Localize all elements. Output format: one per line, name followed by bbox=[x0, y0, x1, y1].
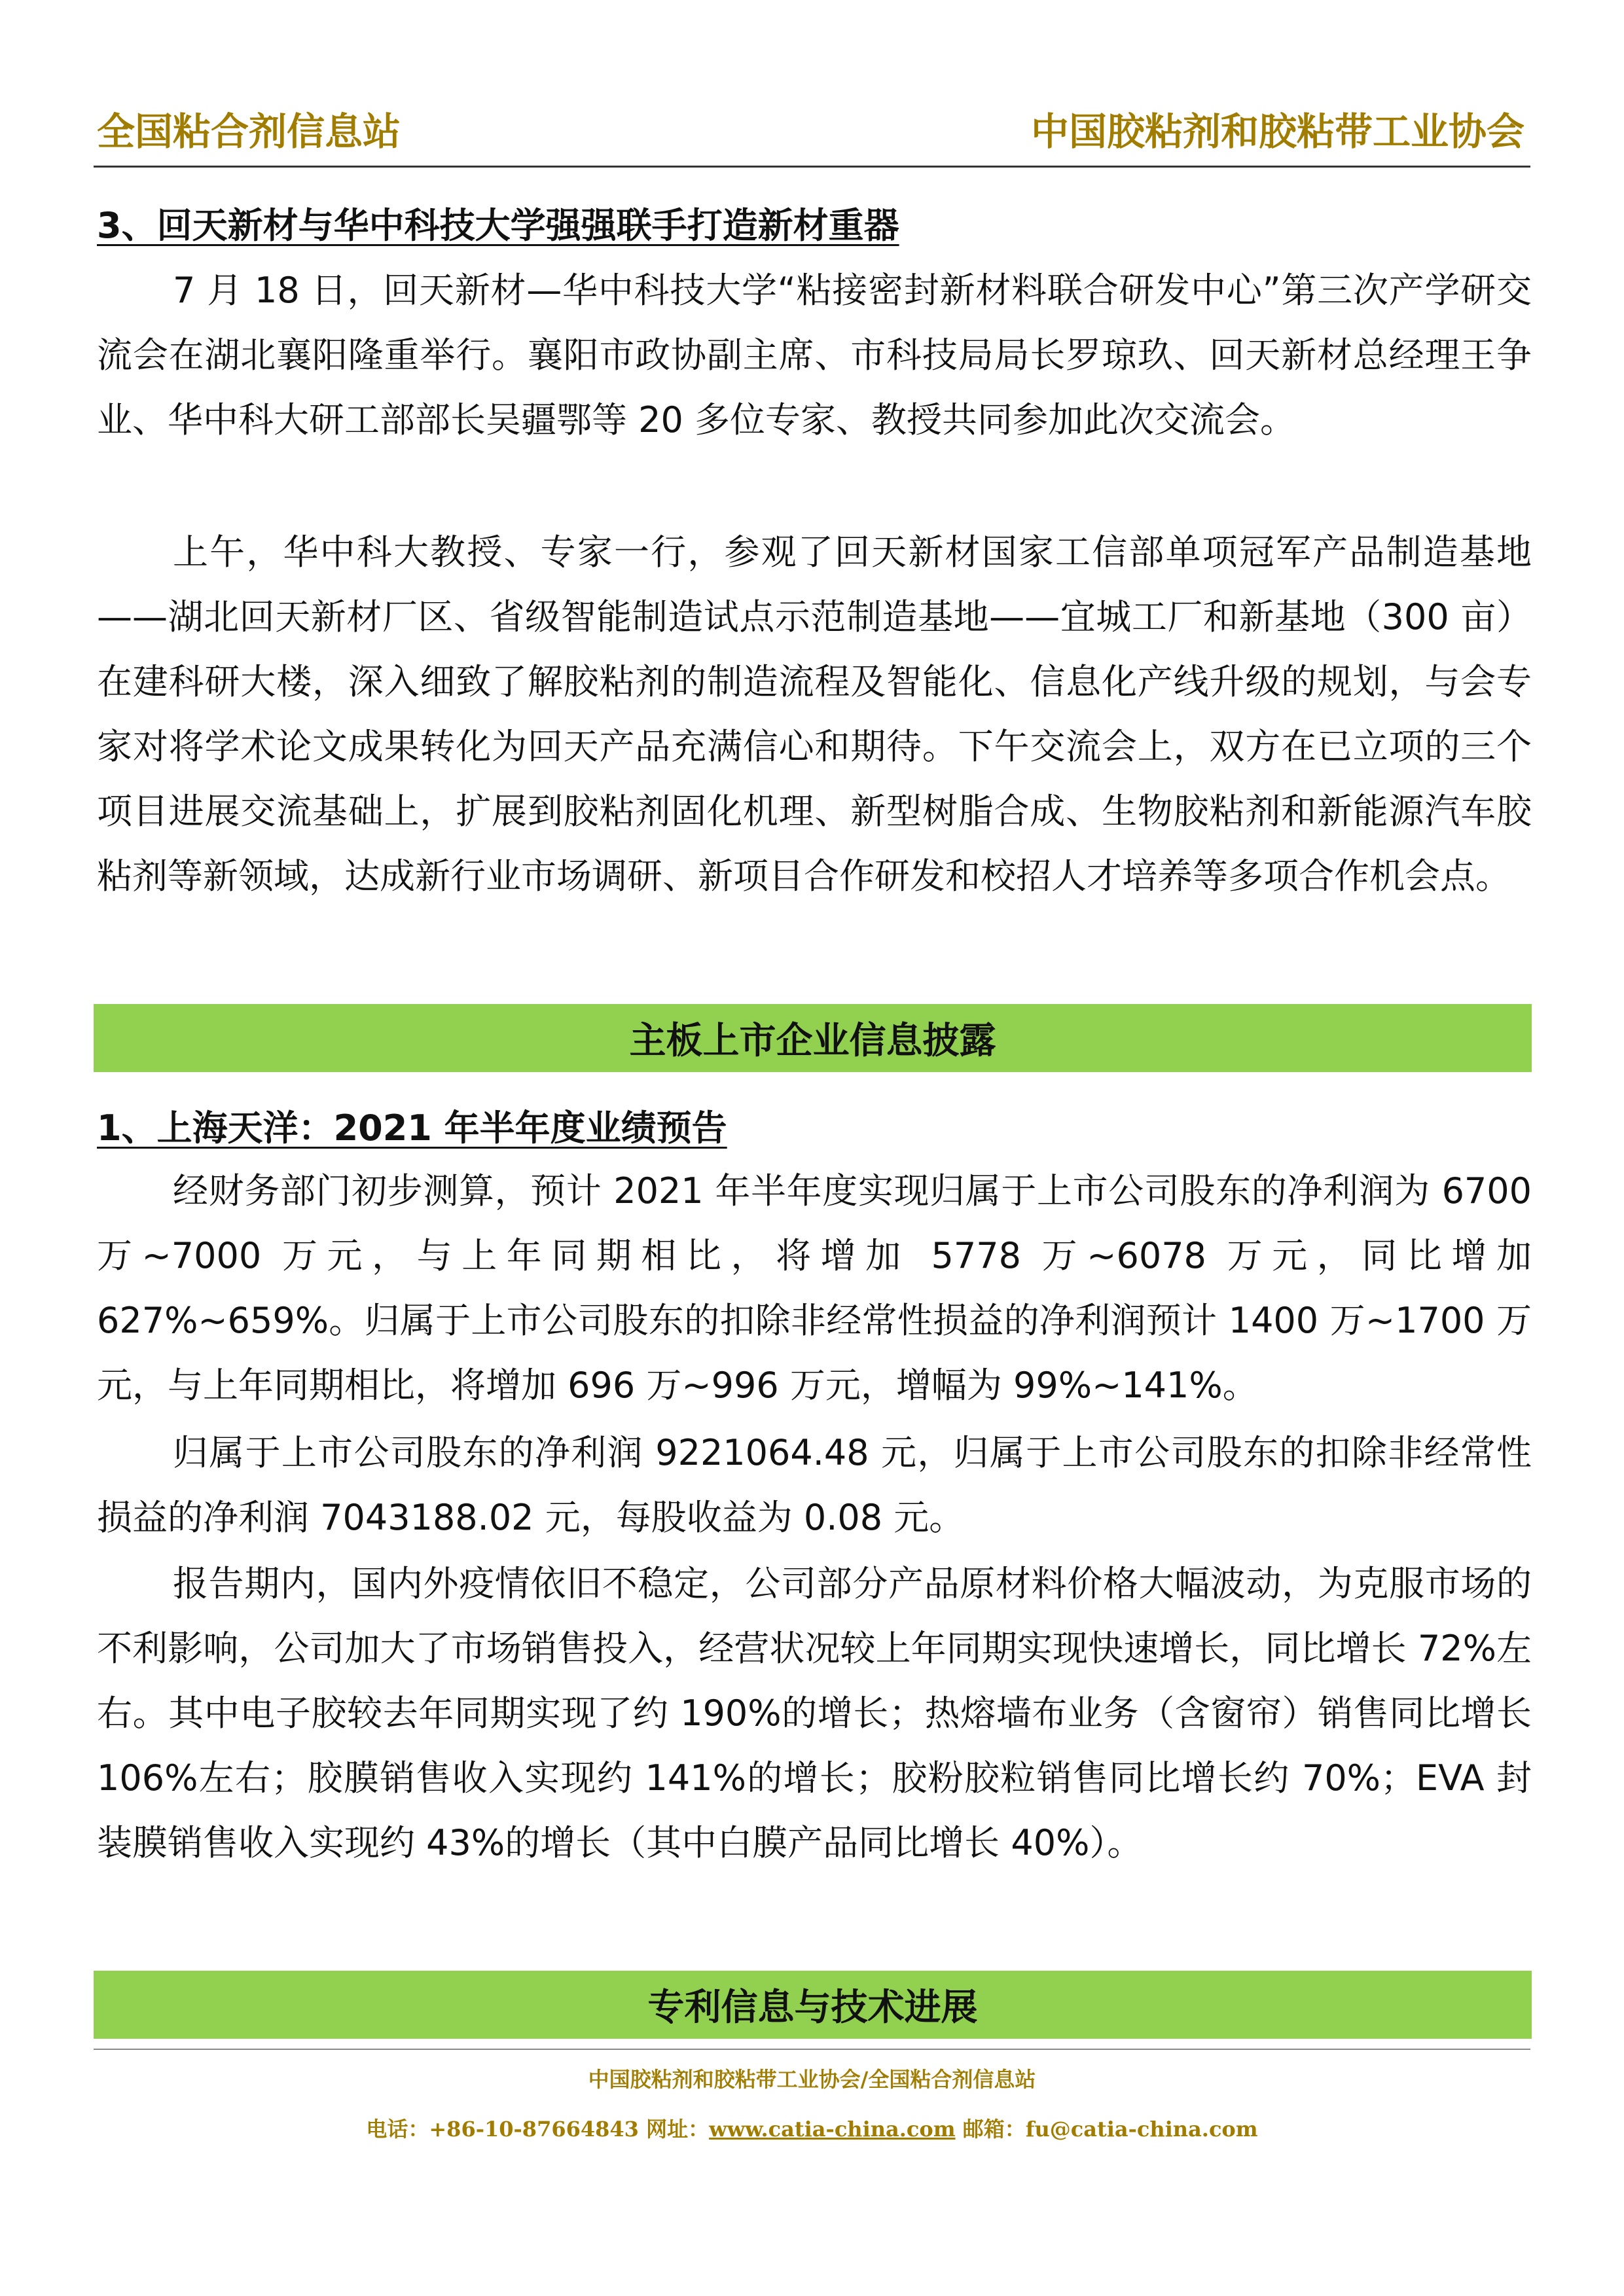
article-3-paragraph-1: 7 月 18 日，回天新材—华中科技大学“粘接密封新材料联合研发中心”第三次产学研交流会在湖北襄阳隆重举行。襄阳市政协副主席、市科技局局长罗琼玖、回天新材总经理王争业、华中科大研工部部长吴疆鄂等 20 多位专家、教授共同参加此次交流会。 bbox=[97, 270, 1532, 440]
article-1-title: 1、上海天洋：2021 年半年度业绩预告 bbox=[97, 1107, 727, 1149]
footer-phone: 电话：+86-10-87664843 网址： bbox=[366, 2117, 710, 2142]
article-3-title: 3、回天新材与华中科技大学强强联手打造新材重器 bbox=[97, 205, 899, 246]
header-right-title: 中国胶粘剂和胶粘带工业协会 bbox=[1030, 109, 1525, 154]
article-1-paragraph-1: 经财务部门初步测算，预计 2021 年半年度实现归属于上市公司股东的净利润为 6700 万~7000 万元，与上年同期相比，将增加 5778 万~6078 万元，同比增加 627%~659%。归属于上市公司股东的扣除非经常性损益的净利润预计 1400 万~1700 万元，与上年同期相比，将增加 696 万~996 万元，增幅为 99%~141%。 bbox=[97, 1170, 1532, 1406]
footer-website-link[interactable]: www.catia-china.com bbox=[709, 2117, 956, 2142]
footer-contact bbox=[0, 2113, 1624, 2143]
section-banner-main-board: 主板上市企业信息披露 bbox=[94, 1004, 1532, 1072]
article-1-paragraph-2: 归属于上市公司股东的净利润 9221064.48 元，归属于上市公司股东的扣除非经常性损益的净利润 7043188.02 元，每股收益为 0.08 元。 bbox=[97, 1432, 1532, 1538]
footer-organization: 中国胶粘剂和胶粘带工业协会/全国粘合剂信息站 bbox=[588, 2067, 1036, 2092]
footer-divider bbox=[94, 2049, 1530, 2050]
article-1-paragraph-3: 报告期内，国内外疫情依旧不稳定，公司部分产品原材料价格大幅波动，为克服市场的不利影响，公司加大了市场销售投入，经营状况较上年同期实现快速增长，同比增长 72%左右。其中电子胶较去年同期实现了约 190%的增长；热熔墙布业务（含窗帘）销售同比增长 106%左右；胶膜销售收入实现约 141%的增长；胶粉胶粒销售同比增长约 70%；EVA 封装膜销售收入实现约 43%的增长（其中白膜产品同比增长 40%）。 bbox=[97, 1563, 1532, 1863]
header-divider bbox=[94, 166, 1530, 168]
section-banner-patent: 专利信息与技术进展 bbox=[94, 1971, 1532, 2039]
article-3-paragraph-2: 上午，华中科大教授、专家一行，参观了回天新材国家工信部单项冠军产品制造基地——湖北回天新材厂区、省级智能制造试点示范制造基地——宜城工厂和新基地（300 亩）在建科研大楼，深入细致了解胶粘剂的制造流程及智能化、信息化产线升级的规划，与会专家对将学术论文成果转化为回天产品充满信心和期待。下午交流会上，双方在已立项的三个项目进展交流基础上，扩展到胶粘剂固化机理、新型树脂合成、生物胶粘剂和新能源汽车胶粘剂等新领域，达成新行业市场调研、新项目合作研发和校招人才培养等多项合作机会点。 bbox=[97, 531, 1532, 897]
footer-email: 邮箱：fu@catia-china.com bbox=[955, 2117, 1258, 2142]
header-left-title: 全国粘合剂信息站 bbox=[97, 109, 401, 154]
